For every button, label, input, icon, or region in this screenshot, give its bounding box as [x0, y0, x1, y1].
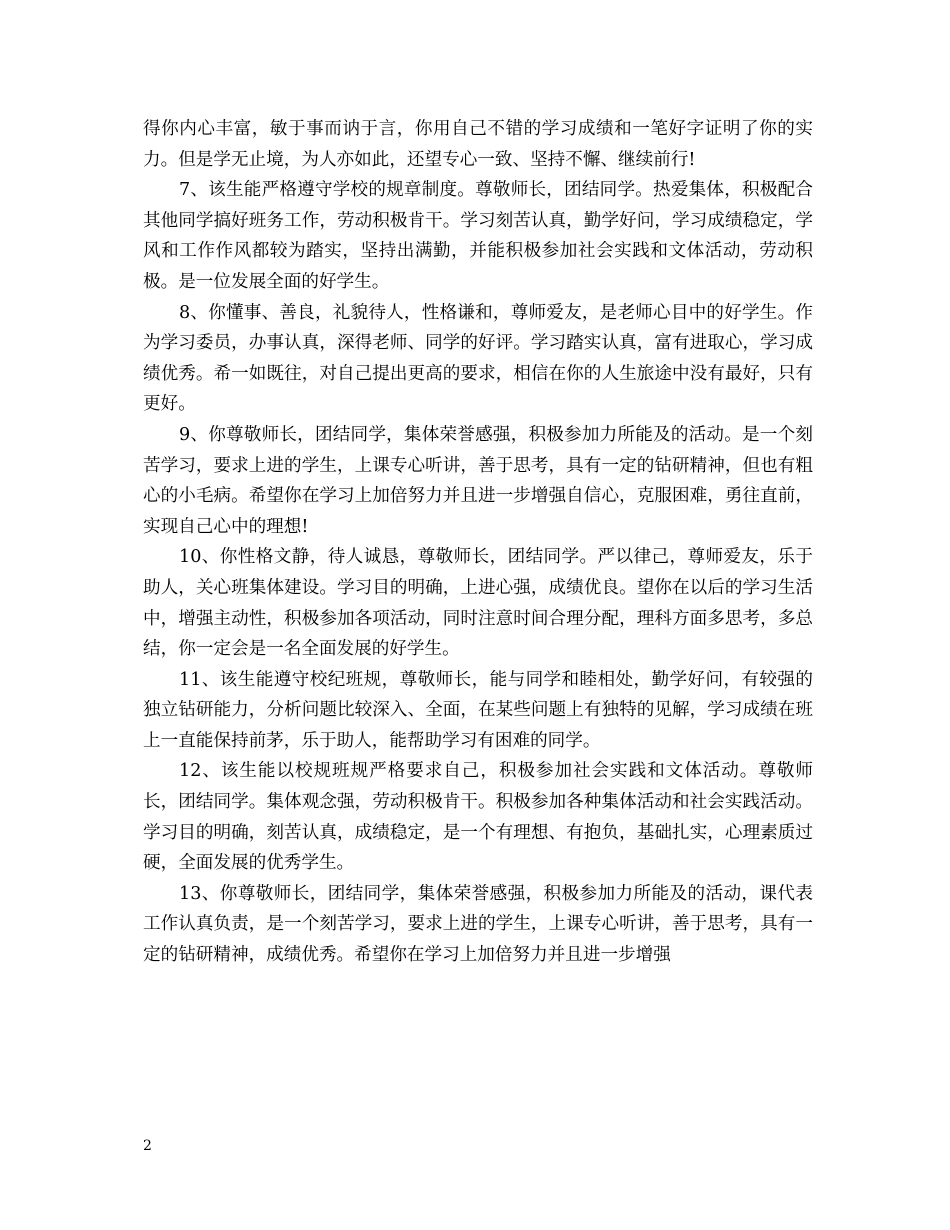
- paragraph-comment-11: 11、该生能遵守校纪班规，尊敬师长，能与同学和睦相处，勤学好问，有较强的独立钻研能力，分析问题比较深入、全面，在某些问题上有独特的见解，学习成绩在班上一直能保持前茅，乐于助人，能帮助学习有困难的同学。: [143, 669, 813, 751]
- paragraph-comment-13: 13、你尊敬师长，团结同学，集体荣誉感强，积极参加力所能及的活动，课代表工作认真负责，是一个刻苦学习，要求上进的学生，上课专心听讲，善于思考，具有一定的钻研精神，成绩优秀。希望你在学习上加倍努力并且进一步增强: [143, 883, 813, 966]
- body-text: [143, 114, 813, 971]
- paragraph-comment-7: 7、该生能严格遵守学校的规章制度。尊敬师长，团结同学。热爱集体，积极配合其他同学搞好班务工作，劳动积极肯干。学习刻苦认真，勤学好问，学习成绩稳定，学风和工作作风都较为踏实，坚持出满勤，并能积极参加社会实践和文体活动，劳动积极。是一位发展全面的好学生。: [143, 180, 813, 292]
- paragraph-comment-12: 12、该生能以校规班规严格要求自己，积极参加社会实践和文体活动。尊敬师长，团结同学。集体观念强，劳动积极肯干。积极参加各种集体活动和社会实践活动。学习目的明确，刻苦认真，成绩稳定，是一个有理想、有抱负，基础扎实，心理素质过硬，全面发展的优秀学生。: [143, 761, 813, 874]
- paragraph-comment-9: 9、你尊敬师长，团结同学，集体荣誉感强，积极参加力所能及的活动。是一个刻苦学习，要求上进的学生，上课专心听讲，善于思考，具有一定的钻研精神，但也有粗心的小毛病。希望你在学习上加倍努力并且进一步增强自信心，克服困难，勇往直前，实现自己心中的理想!: [143, 424, 813, 537]
- paragraph-continuation: 得你内心丰富，敏于事而讷于言，你用自己不错的学习成绩和一笔好字证明了你的实力。但是学无止境，为人亦如此，还望专心一致、坚持不懈、继续前行!: [143, 119, 813, 170]
- paragraph-comment-10: 10、你性格文静，待人诚恳，尊敬师长，团结同学。严以律己，尊师爱友，乐于助人，关心班集体建设。学习目的明确，上进心强，成绩优良。望你在以后的学习生活中，增强主动性，积极参加各项活动，同时注意时间合理分配，理科方面多思考，多总结，你一定会是一名全面发展的好学生。: [143, 547, 813, 660]
- page-number: 2: [143, 1138, 152, 1154]
- paragraph-comment-8: 8、你懂事、善良，礼貌待人，性格谦和，尊师爱友，是老师心目中的好学生。作为学习委员，办事认真，深得老师、同学的好评。学习踏实认真，富有进取心，学习成绩优秀。希一如既往，对自己提出更高的要求，相信在你的人生旅途中没有最好，只有更好。: [143, 302, 813, 415]
